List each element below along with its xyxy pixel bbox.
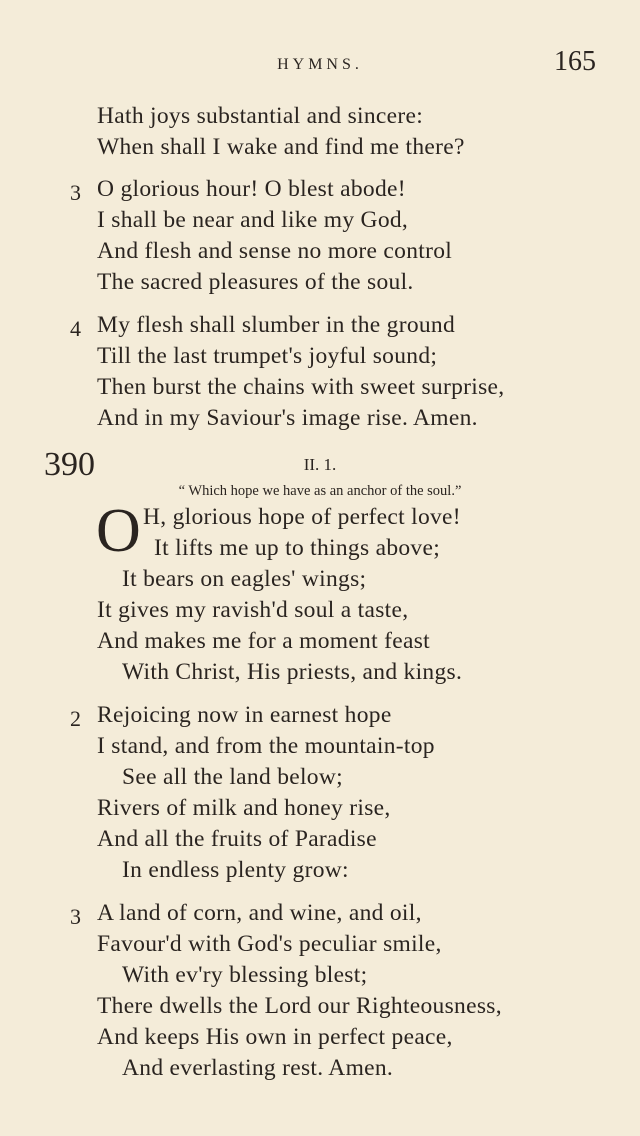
verse-number: 4	[70, 316, 81, 341]
hymn-epigraph: “ Which hope we have as an anchor of the soul.”	[178, 483, 462, 499]
verse-line: And everlasting rest. Amen.	[122, 1055, 394, 1081]
verse-number: 3	[70, 180, 81, 205]
verse-line: And makes me for a moment feast	[97, 628, 430, 654]
verse-line: A land of corn, and wine, and oil,	[97, 900, 422, 926]
verse-line: My flesh shall slumber in the ground	[97, 312, 456, 338]
verse-line: Hath joys substantial and sincere:	[97, 103, 424, 129]
verse-line: And all the fruits of Paradise	[97, 826, 377, 852]
hymn-number: 390	[44, 446, 95, 483]
hymn-meter: II. 1.	[303, 455, 337, 474]
verse-line: In endless plenty grow:	[122, 857, 349, 883]
verse-line: I shall be near and like my God,	[97, 207, 409, 233]
verse-line: See all the land below;	[122, 764, 343, 790]
verse-line: And keeps His own in perfect peace,	[97, 1024, 453, 1050]
verse-line: There dwells the Lord our Righteousness,	[97, 993, 502, 1019]
verse-line: Favour'd with God's peculiar smile,	[97, 931, 442, 957]
verse-line: I stand, and from the mountain-top	[97, 733, 435, 759]
verse-number: 2	[70, 706, 81, 731]
verse-line: Then burst the chains with sweet surprise,	[97, 374, 505, 400]
verse-line: It gives my ravish'd soul a taste,	[97, 597, 409, 623]
verse-line: When shall I wake and find me there?	[97, 134, 465, 160]
verse-line: It bears on eagles' wings;	[122, 566, 367, 592]
verse-line: With ev'ry blessing blest;	[122, 962, 368, 988]
verse-line: Rejoicing now in earnest hope	[97, 702, 392, 728]
verse-line: With Christ, His priests, and kings.	[122, 659, 463, 685]
verse-line: The sacred pleasures of the soul.	[97, 269, 414, 295]
verse-line: O glorious hour! O blest abode!	[97, 176, 406, 202]
verse-line: And in my Saviour's image rise. Amen.	[97, 405, 478, 431]
page-number: 165	[554, 46, 596, 77]
verse-line: It lifts me up to things above;	[154, 535, 441, 561]
verse-line: Rivers of milk and honey rise,	[97, 795, 391, 821]
verse-line: And flesh and sense no more control	[97, 238, 453, 264]
drop-cap: O	[96, 497, 141, 565]
verse-line: H, glorious hope of perfect love!	[143, 504, 461, 530]
running-header: HYMNS.	[277, 56, 363, 73]
verse-number: 3	[70, 904, 81, 929]
verse-line: Till the last trumpet's joyful sound;	[97, 343, 438, 369]
